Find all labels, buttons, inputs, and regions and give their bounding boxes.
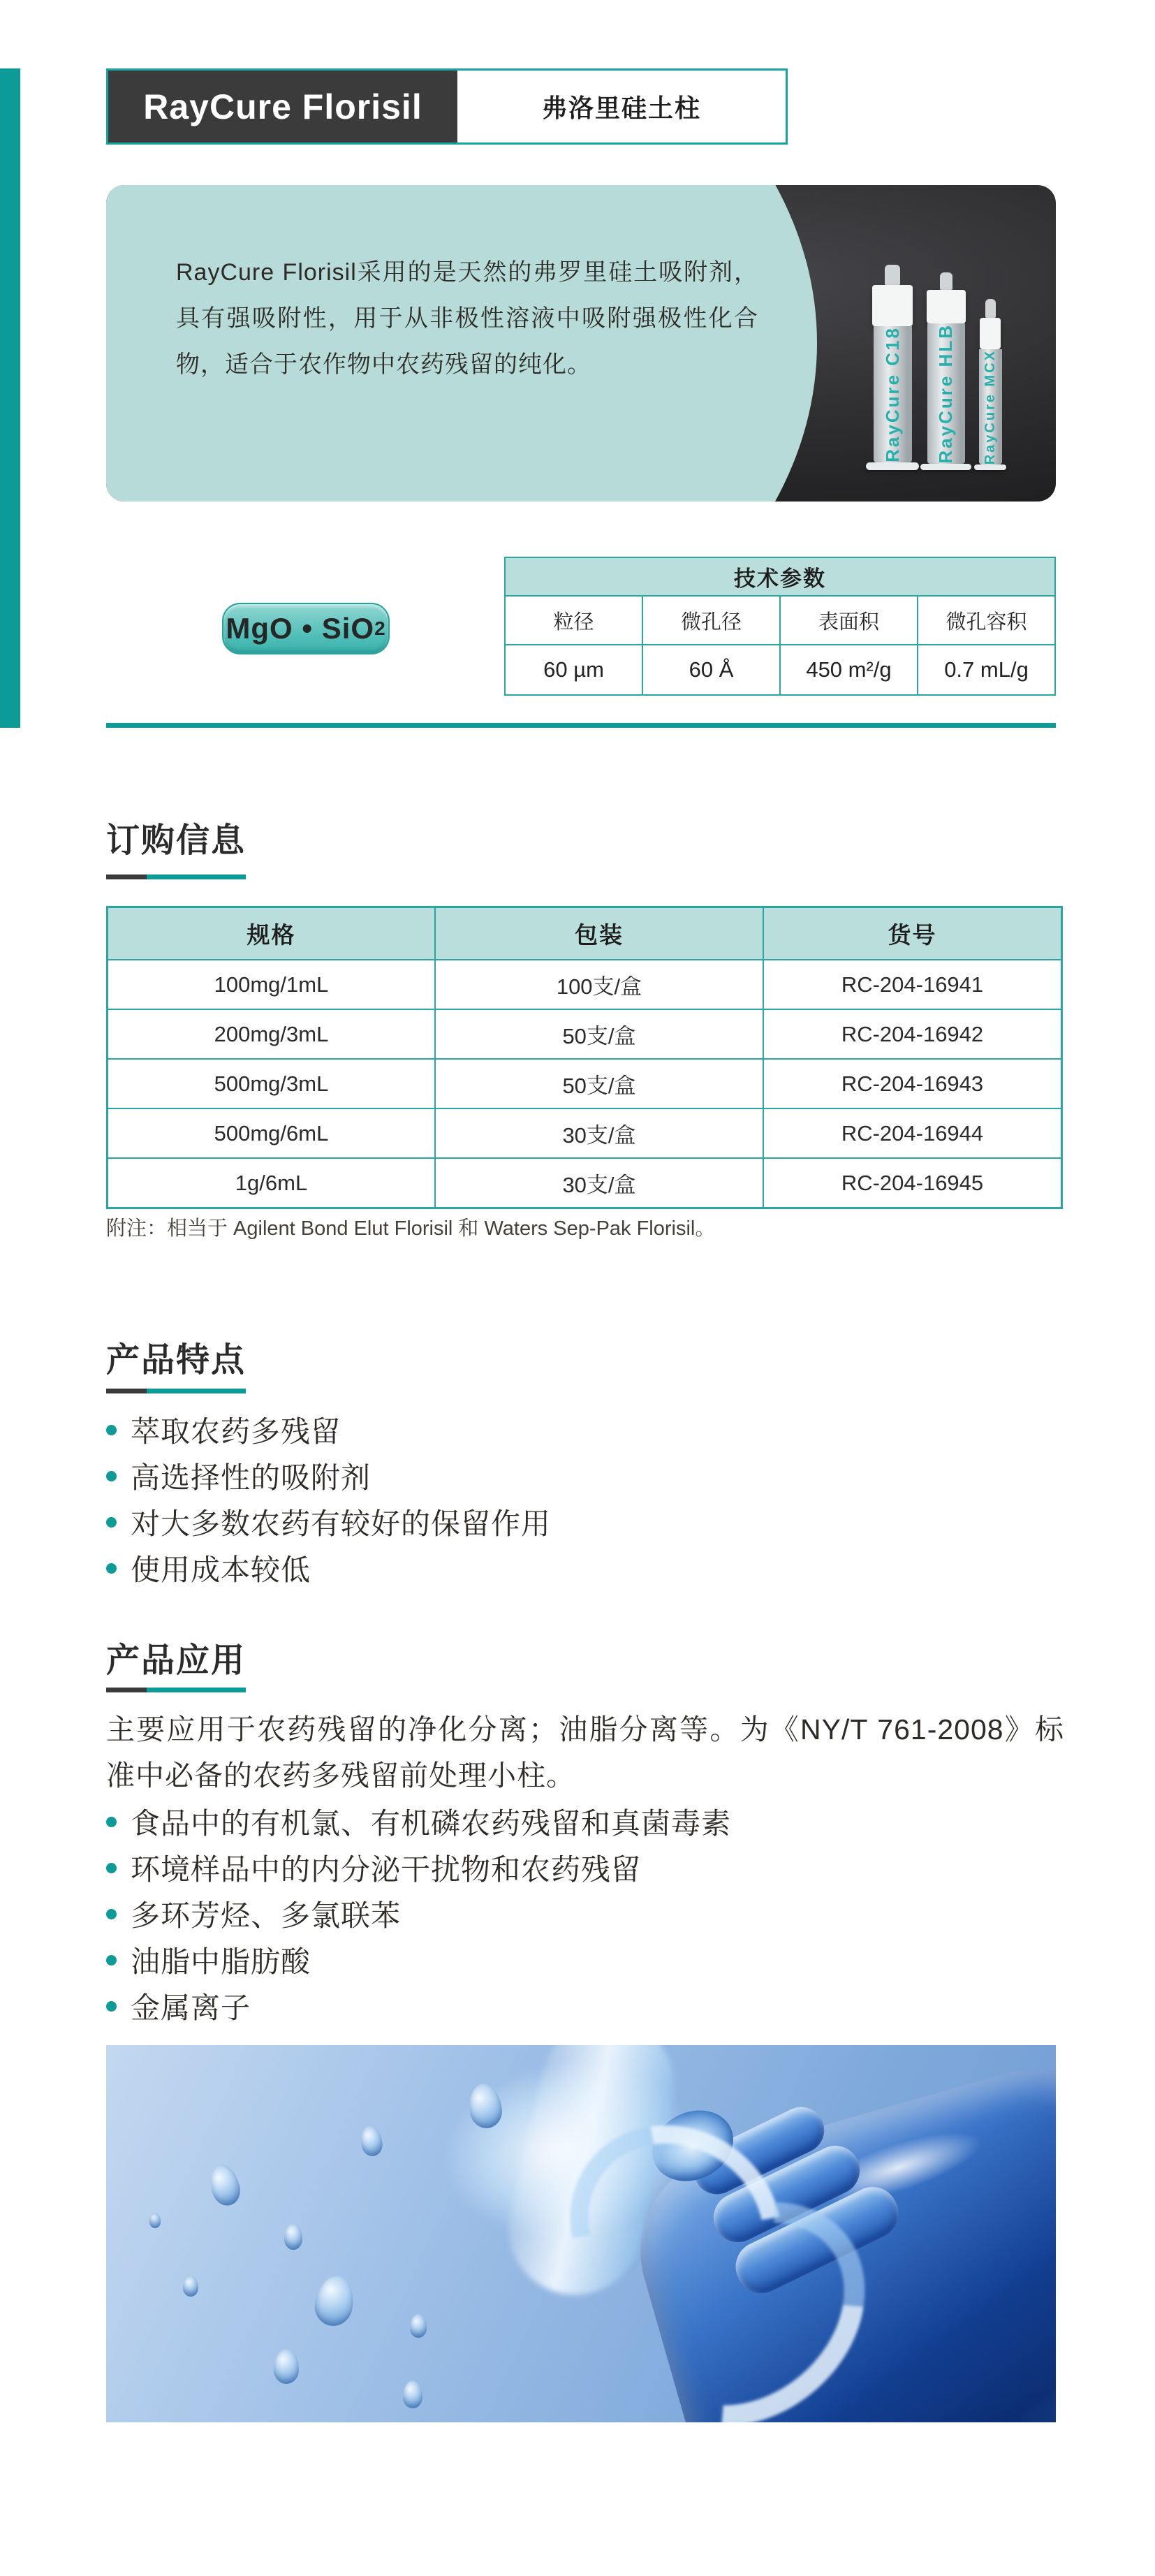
spec-cell: 500mg/6mL (108, 1108, 436, 1158)
column-tip (985, 299, 996, 318)
list-item (106, 1453, 551, 1499)
water-droplet (359, 2124, 384, 2158)
column-body (979, 349, 1002, 464)
column-cap (872, 285, 913, 326)
column-flange (866, 462, 919, 470)
list-item (106, 1891, 731, 1937)
header-band (106, 68, 788, 145)
water-droplet (410, 2314, 427, 2338)
feature-text: 对大多数农药有较好的保留作用 (131, 1507, 552, 1540)
pack-cell: 50支/盒 (435, 1059, 763, 1108)
water-droplet (403, 2380, 422, 2408)
bullet-dot-icon (106, 1425, 117, 1435)
underline-teal-segment (147, 1688, 246, 1692)
application-text: 多环芳烃、多氯联苯 (131, 1899, 402, 1932)
order-header-catno: 货号 (763, 907, 1062, 960)
feature-text: 高选择性的吸附剂 (131, 1461, 371, 1494)
application-text: 环境样品中的内分泌干扰物和农药残留 (131, 1853, 642, 1886)
tech-value-cell: 60 Å (642, 645, 780, 695)
bullet-dot-icon (106, 1817, 117, 1827)
water-droplet (183, 2276, 198, 2297)
ordering-table (106, 906, 1063, 1209)
tech-header-cell: 表面积 (780, 596, 918, 645)
feature-text: 萃取农药多残留 (131, 1415, 341, 1448)
order-header-spec: 规格 (108, 907, 436, 960)
bullet-dot-icon (106, 1909, 117, 1919)
catno-cell: RC-204-16941 (763, 960, 1062, 1009)
pack-cell: 100支/盒 (435, 960, 763, 1009)
column-tip (885, 265, 900, 285)
water-droplet (284, 2223, 302, 2250)
bullet-dot-icon (106, 1471, 117, 1481)
water-droplet (206, 2161, 244, 2209)
product-description: RayCure Florisil采用的是天然的弗罗里硅土吸附剂，具有强吸附性，用于从非极性溶液中吸附强极性化合物，适合于农作物中农药残留的纯化。 (176, 259, 758, 378)
underline-dark-segment (106, 1688, 147, 1692)
list-item (106, 1845, 731, 1891)
column-flange (920, 464, 971, 470)
ordering-section-title: 订购信息 (106, 822, 247, 859)
spe-column-c18 (866, 265, 919, 470)
features-list (106, 1407, 551, 1591)
table-row (108, 960, 1062, 1009)
list-item (106, 1499, 551, 1545)
brand-title: RayCure Florisil (108, 71, 457, 142)
intro-card (106, 185, 1056, 502)
left-accent-bar (0, 68, 20, 728)
features-section-title: 产品特点 (106, 1342, 247, 1379)
teal-divider (106, 723, 1056, 728)
table-row (108, 1158, 1062, 1208)
tech-table-title: 技术参数 (505, 557, 1055, 596)
tech-parameters-table (504, 557, 1056, 696)
list-item (106, 1799, 731, 1845)
tech-value-cell: 450 m²/g (780, 645, 918, 695)
water-droplet (311, 2273, 358, 2329)
formula-badge: MgO • SiO 2 (222, 603, 390, 654)
catno-cell: RC-204-16942 (763, 1009, 1062, 1059)
underline-dark-segment (106, 1389, 147, 1393)
tech-header-cell: 粒径 (505, 596, 642, 645)
column-body (927, 323, 965, 464)
applications-list (106, 1799, 731, 2029)
spec-cell: 200mg/3mL (108, 1009, 436, 1059)
pack-cell: 30支/盒 (435, 1158, 763, 1208)
list-item (106, 1407, 551, 1453)
pack-cell: 30支/盒 (435, 1108, 763, 1158)
tech-header-cell: 微孔径 (642, 596, 780, 645)
table-row (108, 1108, 1062, 1158)
application-text: 油脂中脂肪酸 (131, 1945, 311, 1978)
water-droplet (274, 2349, 299, 2384)
tech-value-cell: 60 µm (505, 645, 642, 695)
table-row (108, 1009, 1062, 1059)
list-item (106, 1545, 551, 1591)
spe-column-hlb (920, 272, 971, 470)
spec-cell: 1g/6mL (108, 1158, 436, 1208)
tech-header-cell: 微孔容积 (918, 596, 1055, 645)
column-label: RayCure MCX (982, 349, 998, 465)
catno-cell: RC-204-16945 (763, 1158, 1062, 1208)
formula-text: MgO • SiO (226, 612, 375, 645)
product-name-cn: 弗洛里硅土柱 (541, 94, 701, 122)
applications-section-title: 产品应用 (106, 1642, 247, 1679)
equivalence-note: 附注：相当于 Agilent Bond Elut Florisil 和 Waters Sep-Pak Florisil。 (106, 1217, 716, 1240)
application-text: 金属离子 (131, 1991, 251, 2024)
catno-cell: RC-204-16944 (763, 1108, 1062, 1158)
underline-teal-segment (147, 874, 246, 879)
column-tip (940, 272, 952, 290)
list-item (106, 1983, 731, 2029)
spec-cell: 500mg/3mL (108, 1059, 436, 1108)
title-underline (106, 874, 246, 879)
underline-teal-segment (147, 1389, 246, 1393)
column-flange (974, 464, 1006, 470)
bullet-dot-icon (106, 1863, 117, 1873)
bullet-dot-icon (106, 1955, 117, 1966)
application-text: 食品中的有机氯、有机磷农药残留和真菌毒素 (131, 1807, 732, 1840)
bullet-dot-icon (106, 2001, 117, 2012)
applications-intro: 主要应用于农药残留的净化分离；油脂分离等。为《NY/T 761-2008》标准中必备的农药多残留前处理小柱。 (106, 1713, 1064, 1792)
pack-cell: 50支/盒 (435, 1009, 763, 1059)
water-droplet (149, 2213, 161, 2228)
order-header-pack: 包装 (435, 907, 763, 960)
list-item (106, 1937, 731, 1983)
water-splash-photo (106, 2045, 1056, 2422)
column-cap (927, 290, 966, 323)
column-label: RayCure HLB (935, 323, 956, 464)
feature-text: 使用成本较低 (131, 1553, 311, 1586)
table-row (108, 1059, 1062, 1108)
tech-value-cell: 0.7 mL/g (918, 645, 1055, 695)
spec-cell: 100mg/1mL (108, 960, 436, 1009)
catno-cell: RC-204-16943 (763, 1059, 1062, 1108)
title-underline (106, 1389, 246, 1393)
column-body (874, 326, 912, 462)
underline-dark-segment (106, 874, 147, 879)
spe-column-mcx (974, 299, 1006, 470)
title-underline (106, 1688, 246, 1692)
column-label: RayCure C18 (881, 326, 903, 463)
column-cap (980, 318, 1001, 349)
bullet-dot-icon (106, 1517, 117, 1528)
bullet-dot-icon (106, 1563, 117, 1574)
